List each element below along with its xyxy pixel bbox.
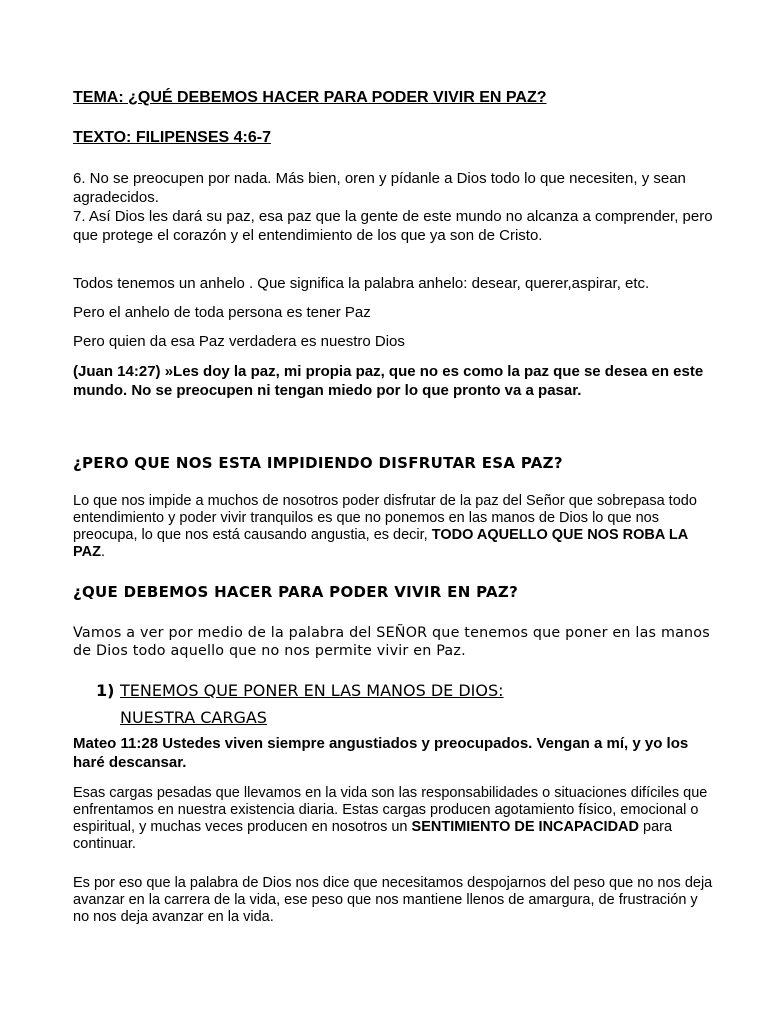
mateo-quote: Mateo 11:28 Ustedes viven siempre angustiados y preocupados. Vengan a mí, y yo los haré descansar. xyxy=(73,735,689,771)
verse-7: 7. Así Dios les dará su paz, esa paz que la gente de este mundo no alcanza a comprender, pero que protege el corazón y el entendimiento de los que ya son de Cristo. xyxy=(73,208,713,244)
list-item-1 xyxy=(96,681,716,701)
text-reference: TEXTO: FILIPENSES 4:6-7 xyxy=(73,129,271,146)
cargas-end: para continuar. xyxy=(73,819,673,852)
list-item-1-line-1: TENEMOS QUE PONER EN LAS MANOS DE DIOS: xyxy=(120,681,504,700)
heading-impide: ¿PERO QUE NOS ESTA IMPIDIENDO DISFRUTAR ESA PAZ? xyxy=(73,454,563,472)
impide-text: Lo que nos impide a muchos de nosotros poder disfrutar de la paz del Señor que sobrepasa todo entendimiento y poder vivir tranquilos es que no ponemos en las manos de Dios lo que nos preocupa, lo que nos está causando angustia, es decir, xyxy=(73,493,697,543)
anhelo-paragraph-1: Todos tenemos un anhelo . Que significa la palabra anhelo: desear, querer,aspirar, etc. xyxy=(73,275,650,292)
anhelo-paragraph-2: Pero el anhelo de toda persona es tener Paz xyxy=(73,304,371,321)
juan-quote: (Juan 14:27) »Les doy la paz, mi propia paz, que no es como la paz que se desea en este mundo. No se preocupen ni tengan miedo por lo que pronto va a pasar. xyxy=(73,363,704,399)
anhelo-paragraph-3: Pero quien da esa Paz verdadera es nuestro Dios xyxy=(73,333,405,350)
list-item-1-line-2: NUESTRA CARGAS xyxy=(120,708,267,727)
despojarnos-paragraph: Es por eso que la palabra de Dios nos dice que necesitamos despojarnos del peso que no nos deja avanzar en la carrera de la vida, ese peso que nos mantiene llenos de amargura, de frustración y no nos deja avanzar en la vida. xyxy=(73,875,713,925)
list-item-1-number: 1) xyxy=(96,681,115,700)
vamos-paragraph: Vamos a ver por medio de la palabra del SEÑOR que tenemos que poner en las manos de Dios todo aquello que no nos permite vivir en Paz. xyxy=(73,625,710,659)
impide-paragraph xyxy=(73,493,713,561)
cargas-bold: SENTIMIENTO DE INCAPACIDAD xyxy=(411,819,639,835)
verse-6: 6. No se preocupen por nada. Más bien, oren y pídanle a Dios todo lo que necesiten, y sean agradecidos. xyxy=(73,170,686,206)
list-item-1-continuation xyxy=(120,708,716,728)
impide-end: . xyxy=(100,544,105,560)
cargas-text: Esas cargas pesadas que llevamos en la vida son las responsabilidades o situaciones difíciles que enfrentamos en nuestra existencia diaria. Estas cargas producen agotamiento físico, emocional o espiritual, y muchas veces producen en nosotros un xyxy=(73,785,708,835)
cargas-paragraph xyxy=(73,785,713,853)
theme-title: TEMA: ¿QUÉ DEBEMOS HACER PARA PODER VIVIR EN PAZ? xyxy=(73,89,547,106)
heading-debemos: ¿QUE DEBEMOS HACER PARA PODER VIVIR EN PAZ? xyxy=(73,583,519,601)
impide-bold: TODO AQUELLO QUE NOS ROBA LA PAZ xyxy=(73,527,688,560)
